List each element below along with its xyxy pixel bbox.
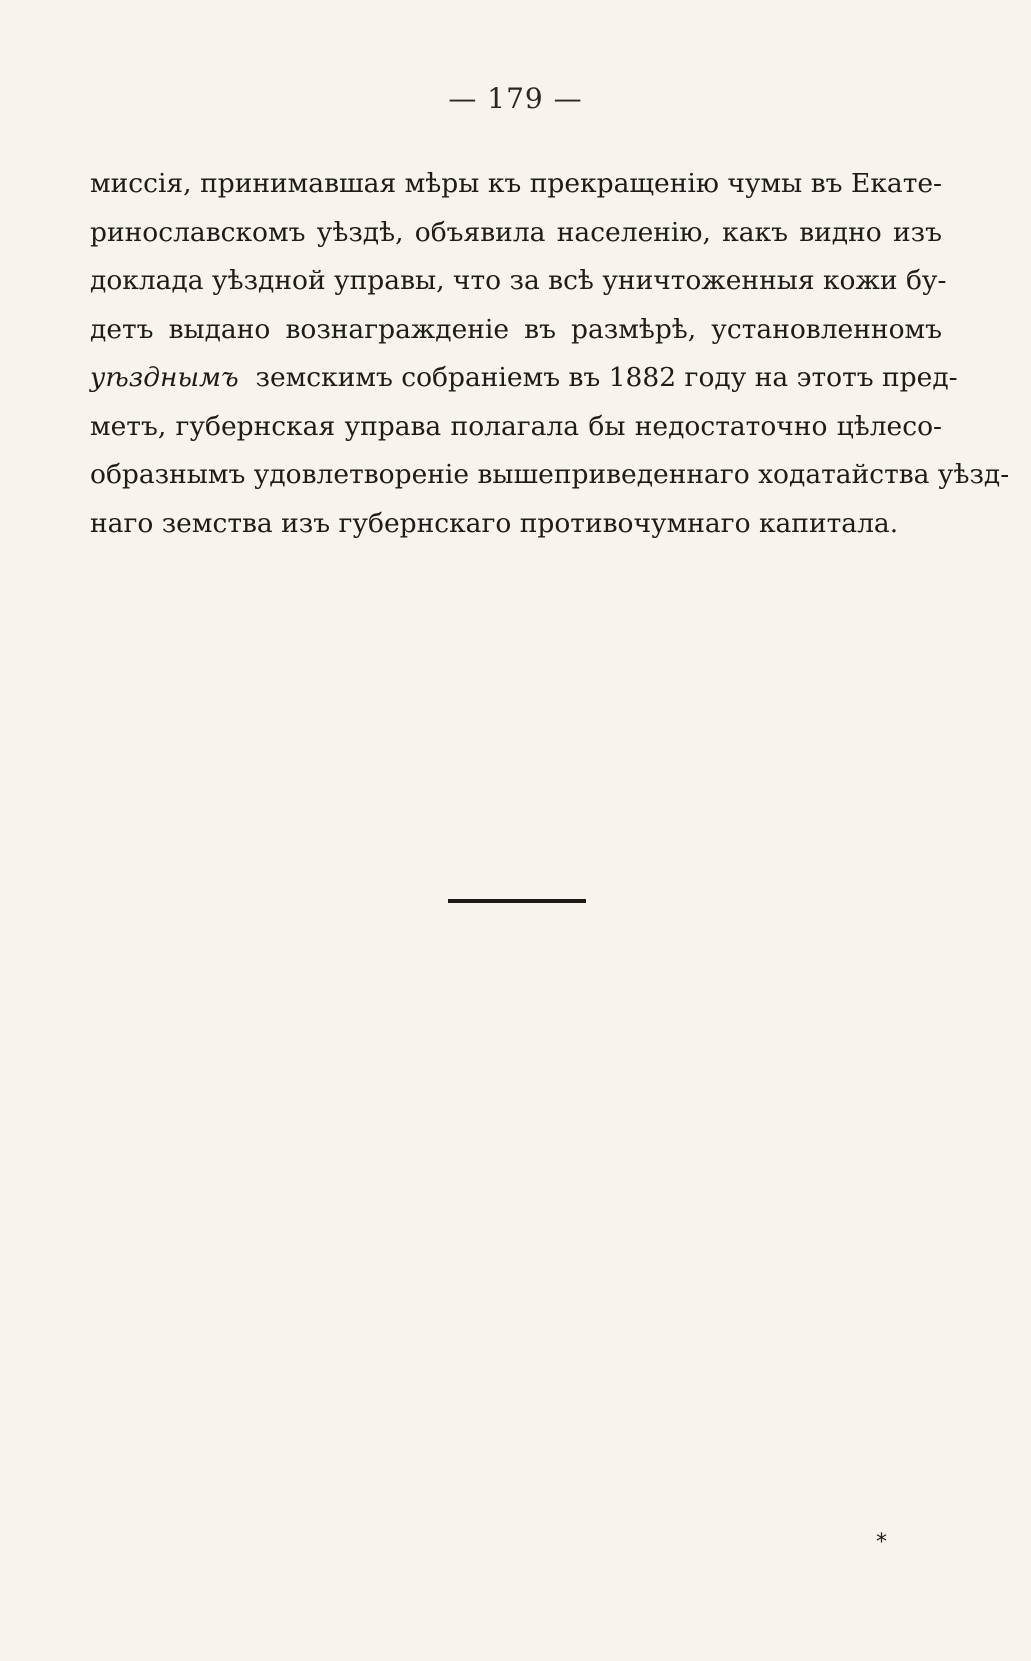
text-line: метъ, губернская управа полагала бы недостаточно цѣлесо- [90, 410, 942, 442]
text-line-remainder: земскимъ собраніемъ въ 1882 году на этотъ пред- [255, 362, 958, 393]
section-divider-rule [448, 899, 586, 903]
text-line: образнымъ удовлетвореніе вышеприведеннаго ходатайства уѣзд- [90, 459, 1010, 490]
text-line: миссія, принимавшая мѣры къ прекращенію чумы въ Екате- [90, 168, 942, 199]
italic-word: уѣзднымъ [90, 362, 239, 393]
page-number: — 179 — [448, 82, 583, 115]
text-line: детъ выдано вознагражденіе въ размѣрѣ, установленномъ [90, 313, 942, 345]
body-text [90, 160, 1010, 548]
text-line-with-italic [90, 354, 958, 403]
text-line: наго земства изъ губернскаго противочумнаго капитала. [90, 507, 899, 539]
text-line: ринославскомъ уѣздѣ, объявила населенію, какъ видно изъ [90, 216, 942, 248]
bleed-through-texture [88, 590, 948, 682]
text-line: доклада уѣздной управы, что за всѣ уничтоженныя кожи бу- [90, 265, 947, 296]
asterisk-mark: * [876, 1530, 887, 1555]
